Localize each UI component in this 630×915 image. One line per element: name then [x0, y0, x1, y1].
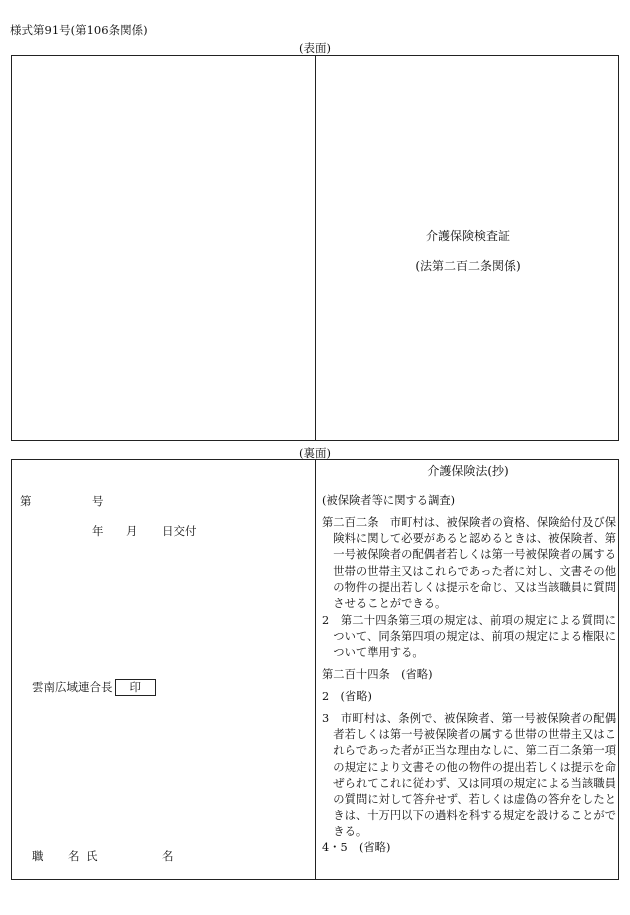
date-issue: 日交付	[162, 524, 197, 538]
certificate-subtitle: (法第二百二条関係)	[415, 259, 521, 273]
issuer-block	[32, 679, 156, 696]
back-divider	[315, 460, 316, 879]
date-year: 年	[92, 524, 104, 538]
law-title: 介護保険法(抄)	[427, 464, 509, 478]
front-side-label: (表面)	[299, 41, 331, 55]
article-214: 第二百十四条 (省略)	[322, 668, 433, 681]
name-label-1: 名	[68, 849, 80, 863]
issuer-name: 雲南広域連合長	[32, 680, 113, 694]
number-prefix: 第	[20, 494, 32, 508]
article-214-paragraph-3: 3 市町村は、条例で、被保険者、第一号被保険者の配偶者若しくは第一号被保険者の属する世帯の世帯主又はこれらであった者が正当な理由なしに、第二百二条第一項の規定により文書その他の物件の提出若しくは提示を命ぜられてこれに従わず、又は同項の規定による当該職員の質問に対して答弁せず、若しくは虚偽の答弁をしたときは、十万円以下の過料を科する規定を設けることができる。	[322, 712, 616, 839]
article-214-paragraph-2: 2 (省略)	[322, 690, 372, 703]
job-label: 職	[32, 849, 44, 863]
front-panel	[11, 55, 619, 441]
certificate-title: 介護保険検査証	[425, 229, 510, 243]
form-number-label: 様式第91号(第106条関係)	[10, 23, 148, 37]
number-suffix: 号	[92, 494, 104, 508]
date-month: 月	[126, 524, 138, 538]
article-202: 第二百二条 市町村は、被保険者の資格、保険給付及び保険料に関して必要があると認めるときは、被保険者、第一号被保険者の配偶者若しくは第一号被保険者の属する世帯の世帯主又はこれらであった者に対し、文書その他の物件の提出若しくは提示を命じ、又は当該職員に質問させることができる。	[322, 516, 616, 611]
law-heading: (被保険者等に関する調査)	[322, 494, 456, 507]
name-label-3: 名	[162, 849, 174, 863]
back-side-label: (裏面)	[299, 446, 331, 460]
article-214-paragraph-4-5: 4・5 (省略)	[322, 841, 391, 854]
name-label-2: 氏	[86, 849, 98, 863]
article-202-paragraph-2: 2 第二十四条第三項の規定は、前項の規定による質問について、同条第四項の規定は、前項の規定による権限について準用する。	[322, 614, 616, 660]
back-panel	[11, 459, 619, 880]
front-divider	[315, 56, 316, 440]
seal-box: 印	[115, 679, 157, 696]
